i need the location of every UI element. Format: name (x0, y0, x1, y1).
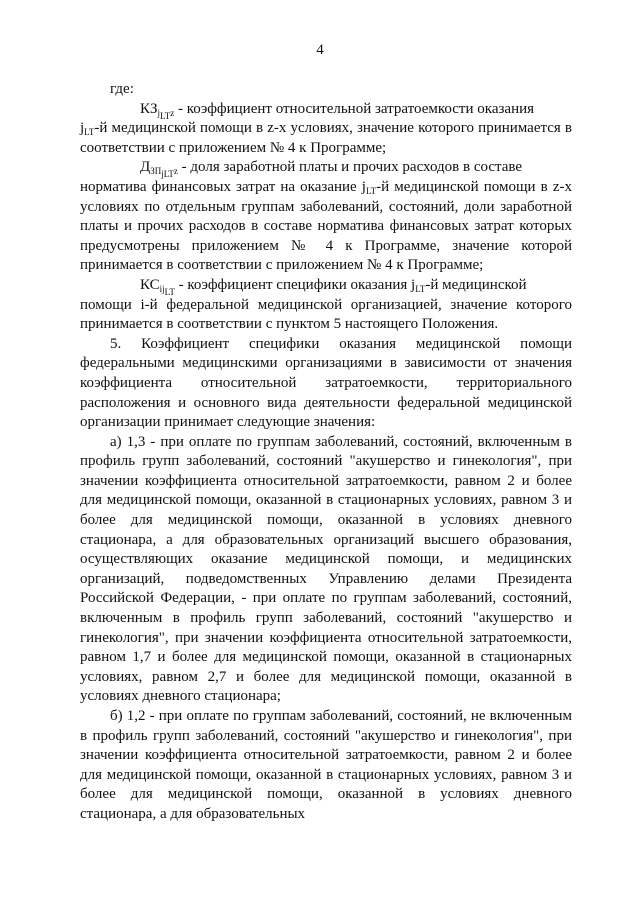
definition-dzp: $Д_{ЗП_{jLT}z}$ - доля заработной платы и прочих расходов в составе (80, 158, 572, 178)
definition-ks-text: помощи i-й федеральной медицинской организацией, значение которого принимается в соответствии с пунктом 5 настоящего Положения. (80, 296, 572, 333)
definition-kz-text: $j_{LT}-й$ медицинской помощи в z-х условиях, значение которого принимается в соответствии с приложением № 4 к Программе; (80, 120, 572, 156)
symbol-kz: $КЗ_{j_{LT}z}$ (140, 100, 175, 121)
where-label: где: (110, 81, 134, 97)
page-number: 4 (316, 42, 324, 58)
symbol-dzp: $Д_{ЗП_{jLT}z}$ (140, 159, 178, 180)
item-a: а) 1,3 - при оплате по группам заболеваний, состояний, включенным в профиль групп заболеваний, состояний "акушерство и гинекология", при значении коэффициента относительной затратоемкости, равном 2 и более для медицинской помощи, оказанной в стационарных условиях, равном 3 и более для медицинской помощи, оказанной в условиях дневного стационара, а для образовательных организаций высшего образования, осуществляющих оказание медицинской помощи, и медицинских организаций, подведомственных Управлению делами Президента Российской Федерации, - при оплате по группам заболеваний, состояний, включенным в профиль групп заболеваний, состояний "акушерство и гинекология", при значении коэффициента относительной затратоемкости, равном 1,7 и более для медицинской помощи, оказанной в стационарных условиях, равном 2,7 и более для медицинской помощи, оказанной в условиях дневного стационара; (80, 433, 572, 705)
definition-dzp-text: норматива финансовых затрат на оказание $j_{LT}-й$ медицинской помощи в z-х условиях по отдельным группам заболеваний, состояний, доли заработной платы и прочих расходов в составе норматива финансовых затрат которых предусмотрены приложением № 4 к Программе, значение которой принимается в соответствии с приложением № 4 к Программе; (80, 178, 572, 274)
symbol-ks: $КС_{ij_{LT}}$ (140, 276, 175, 297)
paragraph-5: 5. Коэффициент специфики оказания медицинской помощи федеральными медицинскими организациями в зависимости от значения коэффициента относительной затратоемкости, территориального расположения и основного вида деятельности федеральной медицинской организации принимает следующие значения: (80, 335, 572, 431)
item-b: б) 1,2 - при оплате по группам заболеваний, состояний, не включенным в профиль групп заболеваний, состояний "акушерство и гинекология", при значении коэффициента относительной затратоемкости, равном 2 и более для медицинской помощи, оказанной в стационарных условиях, равном 3 и более для медицинской помощи, оказанной в условиях дневного стационара, а для образовательных (80, 708, 572, 822)
definition-ks: $КС_{ij_{LT}}$ - коэффициент специфики оказания $j_{LT}-й$ медицинской (80, 276, 572, 296)
definition-kz: $КЗ_{j_{LT}z}$ - коэффициент относительной затратоемкости оказания (80, 100, 572, 120)
page-body (80, 80, 572, 825)
